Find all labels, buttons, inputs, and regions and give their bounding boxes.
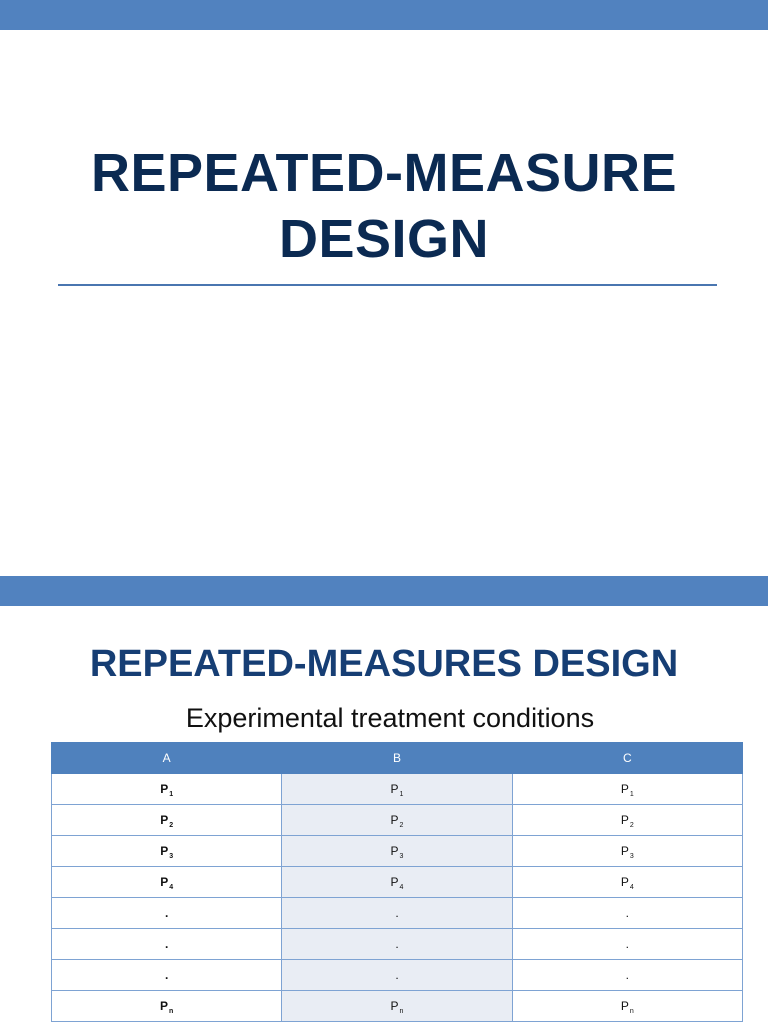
slide-top-bar bbox=[0, 576, 768, 606]
cell-symbol: P bbox=[620, 844, 629, 858]
table-cell bbox=[282, 805, 512, 836]
cell-subscript: n bbox=[629, 1008, 634, 1015]
table-cell bbox=[52, 898, 282, 929]
title-underline bbox=[58, 284, 717, 286]
table-cell bbox=[282, 774, 512, 805]
cell-subscript: 4 bbox=[169, 884, 174, 891]
cell-symbol: P bbox=[390, 844, 399, 858]
table-body bbox=[52, 774, 743, 1022]
cell-symbol: P bbox=[160, 875, 169, 889]
table-cell bbox=[512, 898, 742, 929]
cell-subscript: 3 bbox=[169, 853, 174, 860]
cell-symbol: . bbox=[164, 906, 169, 920]
table-cell bbox=[512, 929, 742, 960]
cell-symbol: P bbox=[160, 844, 169, 858]
cell-subscript: 1 bbox=[629, 791, 634, 798]
table-row bbox=[52, 898, 743, 929]
table-cell bbox=[282, 898, 512, 929]
cell-symbol: . bbox=[625, 937, 629, 951]
cell-subscript: 2 bbox=[399, 822, 404, 829]
table-cell bbox=[52, 805, 282, 836]
table-caption: Experimental treatment conditions bbox=[185, 703, 595, 733]
table-cell bbox=[52, 836, 282, 867]
cell-symbol: . bbox=[164, 937, 169, 951]
cell-subscript: 2 bbox=[629, 822, 634, 829]
table-cell bbox=[52, 960, 282, 991]
cell-symbol: P bbox=[620, 875, 629, 889]
cell-symbol: . bbox=[625, 906, 629, 920]
table-cell bbox=[512, 774, 742, 805]
table-cell bbox=[282, 836, 512, 867]
table-row bbox=[52, 960, 743, 991]
cell-symbol: P bbox=[390, 999, 399, 1013]
column-header-b: B bbox=[282, 743, 512, 774]
cell-symbol: P bbox=[160, 813, 169, 827]
slide-title-line-2: DESIGN bbox=[278, 209, 490, 269]
table-cell bbox=[52, 991, 282, 1022]
table-row bbox=[52, 774, 743, 805]
table-cell bbox=[52, 867, 282, 898]
table-cell bbox=[512, 836, 742, 867]
cell-subscript: 3 bbox=[629, 853, 634, 860]
table-cell bbox=[282, 929, 512, 960]
cell-symbol: P bbox=[160, 782, 169, 796]
cell-subscript: 1 bbox=[399, 791, 404, 798]
table-cell bbox=[282, 991, 512, 1022]
slide-title bbox=[0, 140, 768, 272]
cell-symbol: P bbox=[620, 813, 629, 827]
table-cell bbox=[512, 960, 742, 991]
cell-symbol: P bbox=[620, 782, 629, 796]
cell-symbol: P bbox=[390, 782, 399, 796]
table-row bbox=[52, 867, 743, 898]
cell-symbol: . bbox=[164, 968, 169, 982]
cell-symbol: . bbox=[395, 906, 399, 920]
cell-symbol: P bbox=[390, 875, 399, 889]
table-row bbox=[52, 929, 743, 960]
slide-top-bar bbox=[0, 0, 768, 30]
table-row bbox=[52, 805, 743, 836]
cell-subscript: n bbox=[399, 1008, 404, 1015]
table-cell bbox=[512, 867, 742, 898]
table-header-row bbox=[52, 743, 743, 774]
table-cell bbox=[512, 991, 742, 1022]
conditions-table bbox=[51, 742, 743, 1022]
column-header-a: A bbox=[52, 743, 282, 774]
cell-symbol: P bbox=[160, 999, 169, 1013]
cell-subscript: n bbox=[169, 1008, 174, 1015]
cell-symbol: . bbox=[395, 937, 399, 951]
slide-title-line-1: REPEATED-MEASURE bbox=[90, 143, 678, 203]
slide-heading: REPEATED-MEASURES DESIGN bbox=[89, 643, 679, 685]
cell-subscript: 3 bbox=[399, 853, 404, 860]
cell-symbol: . bbox=[395, 968, 399, 982]
cell-subscript: 4 bbox=[629, 884, 634, 891]
table-cell bbox=[52, 774, 282, 805]
table-row bbox=[52, 991, 743, 1022]
cell-symbol: P bbox=[620, 999, 629, 1013]
table-cell bbox=[282, 960, 512, 991]
cell-subscript: 2 bbox=[169, 822, 174, 829]
column-header-c: C bbox=[512, 743, 742, 774]
cell-subscript: 1 bbox=[169, 791, 174, 798]
table-cell bbox=[52, 929, 282, 960]
table-cell bbox=[282, 867, 512, 898]
cell-subscript: 4 bbox=[399, 884, 404, 891]
table-row bbox=[52, 836, 743, 867]
cell-symbol: . bbox=[625, 968, 629, 982]
cell-symbol: P bbox=[390, 813, 399, 827]
table-cell bbox=[512, 805, 742, 836]
